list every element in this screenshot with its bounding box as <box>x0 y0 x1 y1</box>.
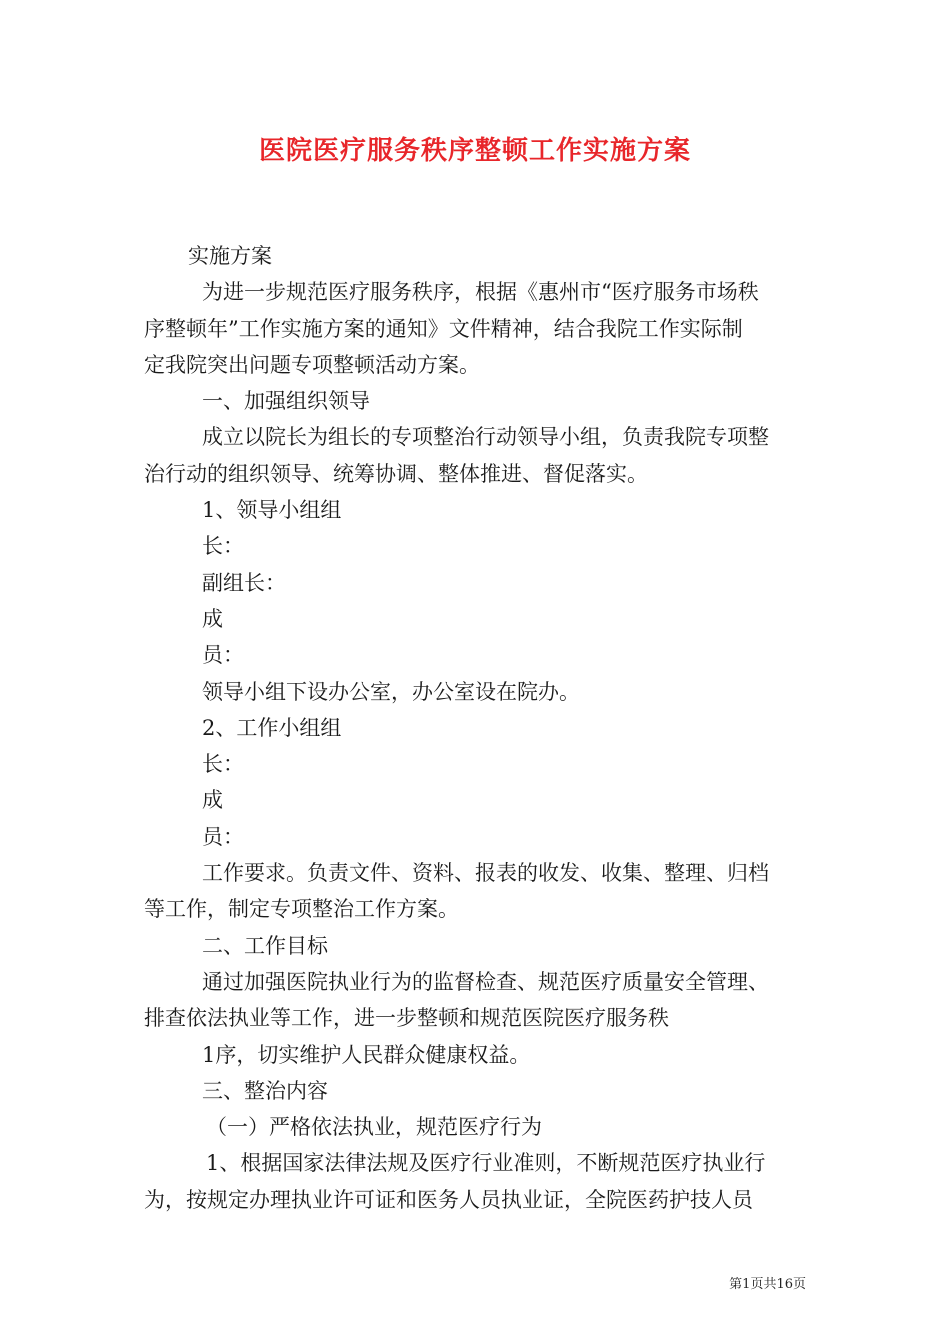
paragraph-line: 序整顿年”工作实施方案的通知》文件精神，结合我院工作实际制 <box>144 316 743 341</box>
paragraph-line: 为，按规定办理执业许可证和医务人员执业证，全院医药护技人员 <box>144 1187 753 1212</box>
paragraph-line: 实施方案 <box>188 244 272 268</box>
paragraph-line: 员： <box>202 824 244 849</box>
paragraph-line: 副组长： <box>202 570 286 595</box>
paragraph-line: 长： <box>202 752 244 777</box>
paragraph-line: 定我院突出问题专项整顿活动方案。 <box>144 352 480 377</box>
document-title: 医院医疗服务秩序整顿工作实施方案 <box>258 136 691 166</box>
subsection-heading: （一）严格依法执业，规范医疗行为 <box>206 1115 542 1140</box>
paragraph-line: 等工作，制定专项整治工作方案。 <box>144 897 459 922</box>
paragraph-line: 成 <box>202 606 223 631</box>
paragraph-line: 1、根据国家法律法规及医疗行业准则，不断规范医疗执业行 <box>206 1151 766 1176</box>
section-heading: 二、工作目标 <box>202 933 328 958</box>
document-body <box>144 238 808 1218</box>
paragraph-line: 领导小组下设办公室，办公室设在院办。 <box>202 679 580 704</box>
paragraph-line: 1序，切实维护人民群众健康权益。 <box>202 1042 531 1067</box>
paragraph-line: 成 <box>202 788 223 813</box>
section-heading: 三、整治内容 <box>202 1078 328 1103</box>
paragraph-line: 治行动的组织领导、统筹协调、整体推进、督促落实。 <box>144 461 648 486</box>
paragraph-line: 成立以院长为组长的专项整治行动领导小组，负责我院专项整 <box>202 425 769 450</box>
paragraph-line: 排查依法执业等工作，进一步整顿和规范医院医疗服务秩 <box>144 1006 669 1031</box>
paragraph-line: 通过加强医院执业行为的监督检查、规范医疗质量安全管理、 <box>202 969 769 994</box>
paragraph-line: 为进一步规范医疗服务秩序，根据《惠州市“医疗服务市场秩 <box>202 280 759 305</box>
paragraph-line: 1、领导小组组 <box>202 498 342 523</box>
paragraph-line: 2、工作小组组 <box>202 715 342 740</box>
page-number-footer: 第1页共16页 <box>729 1277 806 1292</box>
paragraph-line: 员： <box>202 643 244 668</box>
section-heading: 一、加强组织领导 <box>202 389 370 414</box>
paragraph-line: 工作要求。负责文件、资料、报表的收发、收集、整理、归档 <box>202 861 769 886</box>
paragraph-line: 长： <box>202 534 244 559</box>
